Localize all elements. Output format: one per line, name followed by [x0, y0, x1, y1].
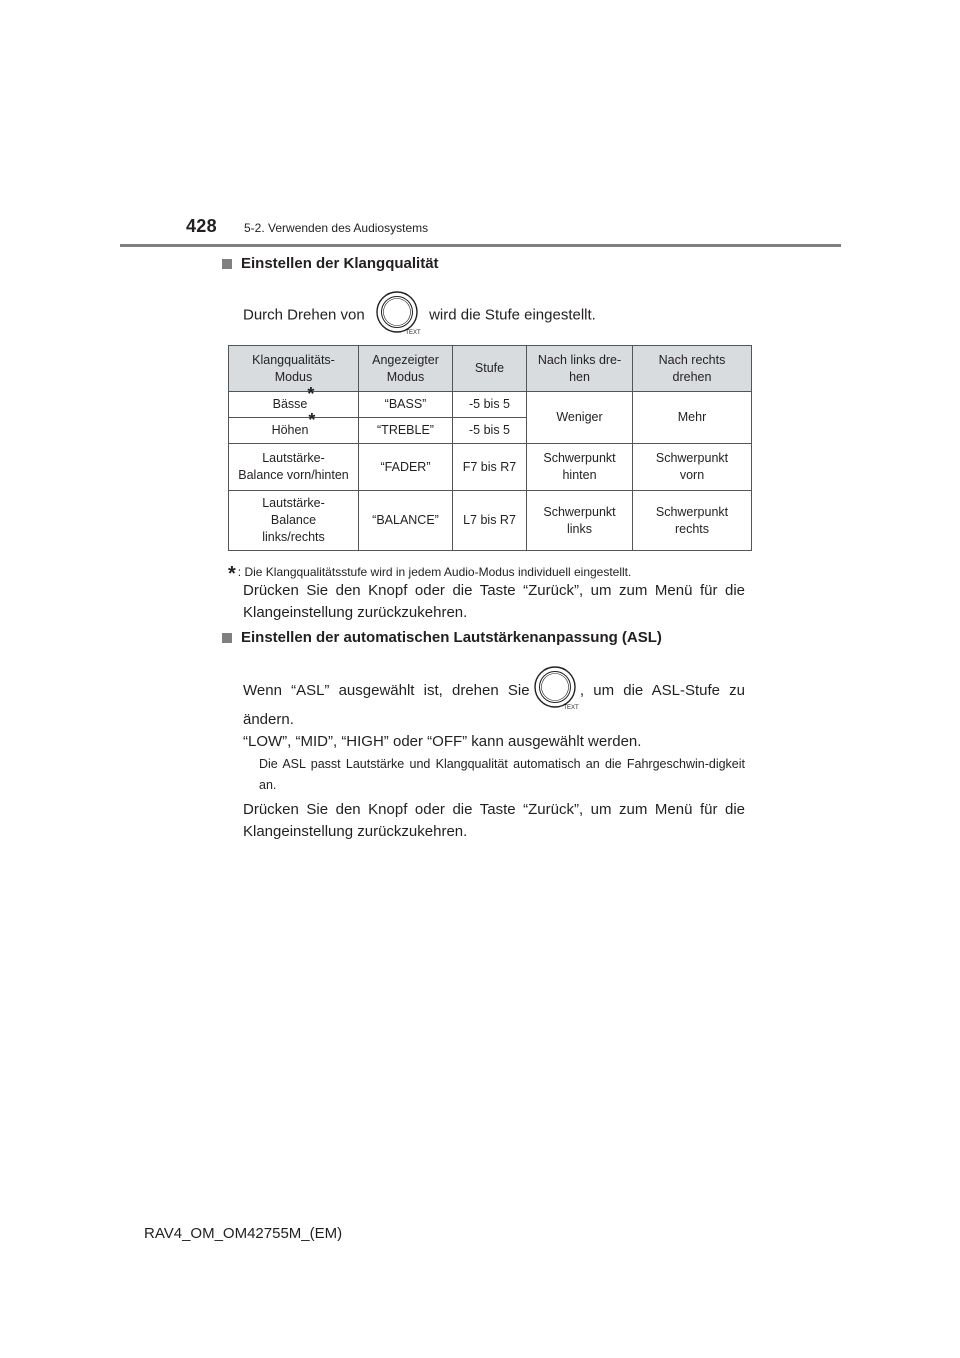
table-row: Lautstärke- Balance vorn/hinten “FADER” F7 bis R7 Schwerpunkt hinten Schwerpunkt vorn [229, 444, 752, 491]
section-title: 5-2. Verwenden des Audiosystems [244, 221, 429, 235]
sound-quality-intro: Durch Drehen von TEXT wird die Stufe eingestellt. [243, 288, 763, 343]
sound-quality-table [228, 345, 752, 551]
table-row: Höhen* “TREBLE” -5 bis 5 [229, 418, 752, 444]
tune-knob-icon [531, 663, 579, 718]
asl-note: Die ASL passt Lautstärke und Klangqualität automatisch an die Fahrgeschwin-digkeit an. [259, 757, 745, 792]
return-instruction-1: Drücken Sie den Knopf oder die Taste “Zurück”, um zum Menü für die Klangeinstellung zurückzukehren. [243, 582, 745, 621]
heading-square-icon [222, 633, 232, 643]
svg-text:TEXT: TEXT [563, 705, 579, 711]
tune-knob-icon [373, 288, 421, 343]
header-rule [120, 244, 841, 247]
asl-intro: Wenn “ASL” ausgewählt ist, drehen Sie TEXT , um die ASL-Stufe zu [243, 663, 745, 718]
document-code: RAV4_OM_OM42755M_(EM) [144, 1225, 343, 1242]
table-row: Lautstärke- Balance links/rechts “BALANCE” L7 bis R7 Schwerpunkt links Schwerpunkt rechts [229, 491, 752, 551]
heading-square-icon [222, 259, 232, 269]
svg-text:TEXT: TEXT [405, 330, 421, 336]
col-header-mode: Klangqualitäts- Modus [229, 346, 359, 392]
sound-quality-heading: Einstellen der Klangqualität [222, 255, 439, 272]
asl-intro-continued: ändern. [243, 711, 294, 728]
asl-options: “LOW”, “MID”, “HIGH” oder “OFF” kann ausgewählt werden. [243, 733, 642, 750]
table-footnote: * : Die Klangqualitätsstufe wird in jedem Audio-Modus individuell eingestellt. [228, 563, 632, 585]
col-header-turn-left: Nach links dre- hen [527, 346, 633, 392]
col-header-display: Angezeigter Modus [359, 346, 453, 392]
col-header-turn-right: Nach rechts drehen [633, 346, 752, 392]
page-number: 428 [186, 216, 217, 236]
table-row: Bässe* “BASS” -5 bis 5 Weniger Mehr [229, 392, 752, 418]
return-instruction-2: Drücken Sie den Knopf oder die Taste “Zurück”, um zum Menü für die Klangeinstellung zurückzukehren. [243, 801, 745, 840]
col-header-level: Stufe [453, 346, 527, 392]
asl-heading: Einstellen der automatischen Lautstärkenanpassung (ASL) [222, 629, 662, 646]
